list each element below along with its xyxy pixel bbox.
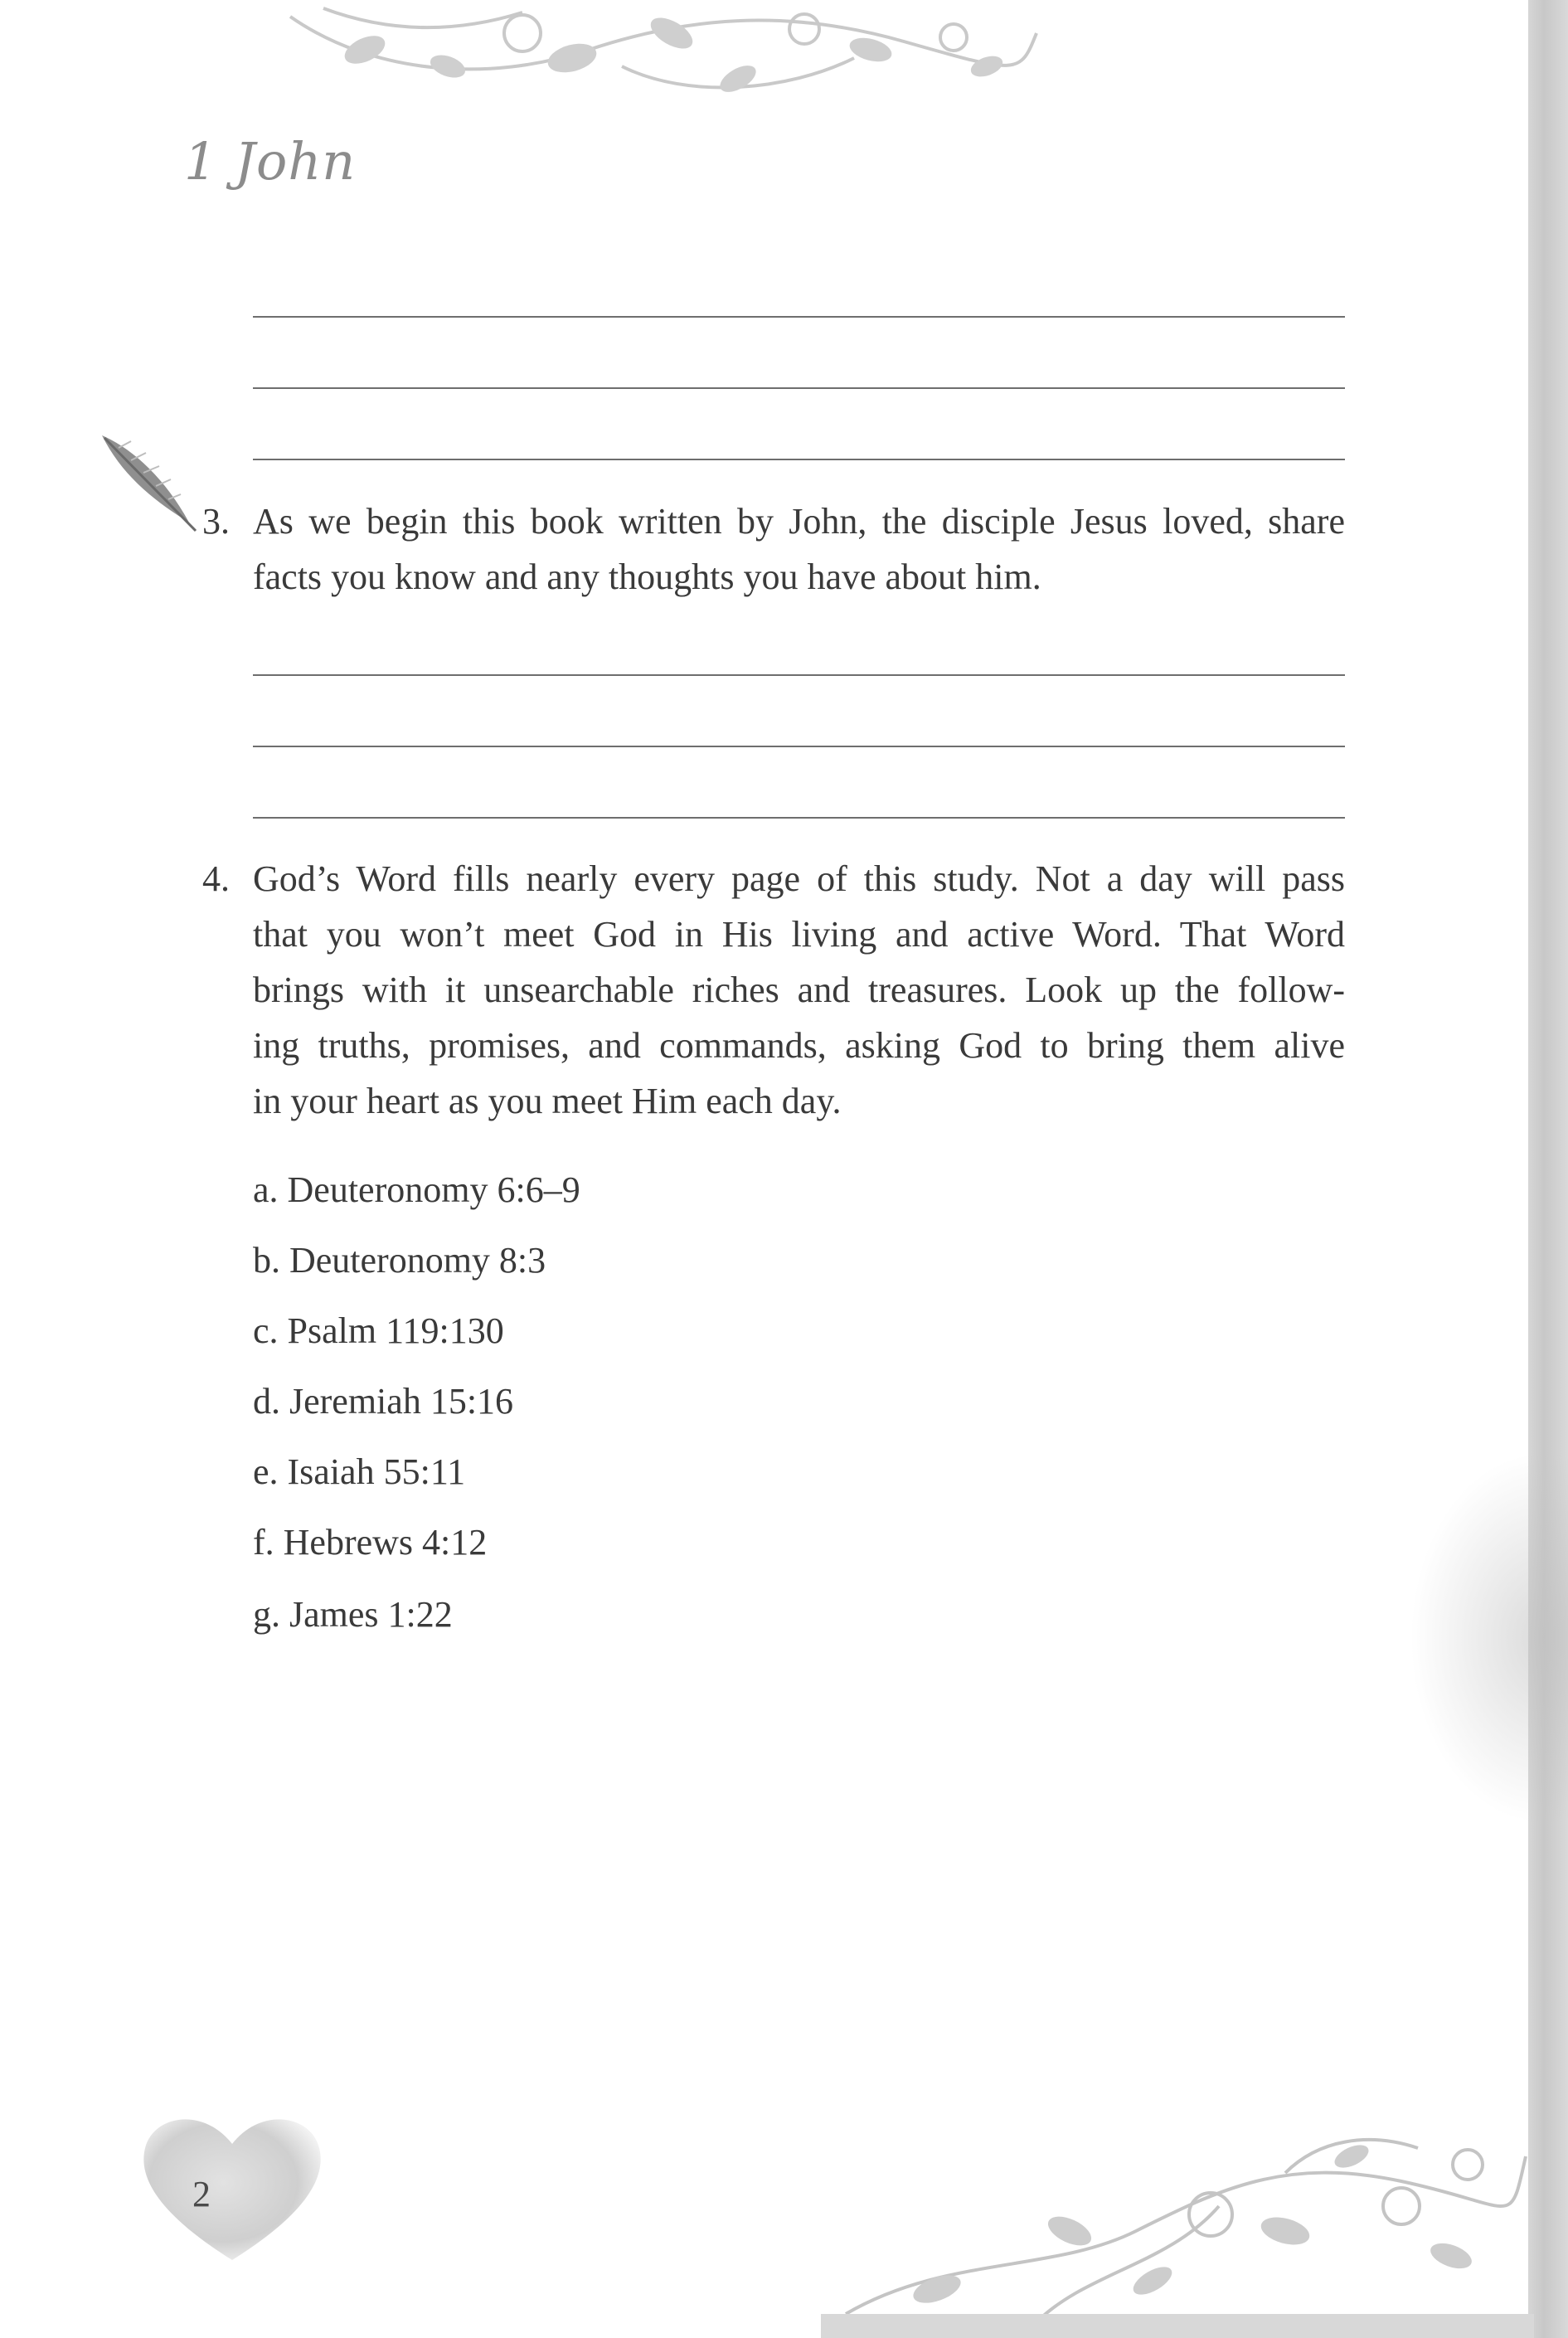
heart-icon xyxy=(133,2102,332,2268)
scripture-reference: a. Deuteronomy 6:6–9 xyxy=(253,1169,580,1210)
bottom-floral-ornament xyxy=(821,2107,1534,2338)
book-title: 1 John xyxy=(184,131,357,192)
page-number: 2 xyxy=(192,2174,211,2214)
question-line: that you won’t meet God in His living and active Word. That Word xyxy=(253,914,1345,955)
scripture-reference: b. Deuteronomy 8:3 xyxy=(253,1240,546,1281)
question-4 xyxy=(0,851,1568,1133)
question-text xyxy=(253,851,1345,1129)
watercolor-smudge xyxy=(1410,1451,1568,1825)
question-line: ing truths, promises, and commands, asking God to bring them alive xyxy=(253,1025,1345,1066)
scripture-reference: g. James 1:22 xyxy=(253,1594,453,1635)
answer-line xyxy=(253,674,1345,676)
answer-line xyxy=(253,459,1345,460)
question-number: 4. xyxy=(202,858,230,899)
question-line: As we begin this book written by John, the disciple Jesus loved, share xyxy=(253,501,1345,542)
scripture-reference: e. Isaiah 55:11 xyxy=(253,1451,466,1492)
scripture-reference: f. Hebrews 4:12 xyxy=(253,1522,488,1563)
answer-line xyxy=(253,746,1345,747)
question-line: God’s Word fills nearly every page of this study. Not a day will pass xyxy=(253,858,1345,899)
scripture-reference: c. Psalm 119:130 xyxy=(253,1310,504,1351)
scripture-reference: d. Jeremiah 15:16 xyxy=(253,1381,514,1422)
question-line: facts you know and any thoughts you have about him. xyxy=(253,557,1041,597)
question-number: 3. xyxy=(202,501,230,542)
question-text xyxy=(253,493,1345,605)
question-line: brings with it unsearchable riches and treasures. Look up the follow- xyxy=(253,970,1345,1010)
question-line: in your heart as you meet Him each day. xyxy=(253,1081,842,1121)
answer-line xyxy=(253,817,1345,819)
page-edge-band xyxy=(1528,0,1568,2338)
question-3 xyxy=(0,493,1568,610)
answer-line xyxy=(253,387,1345,389)
answer-line xyxy=(253,316,1345,318)
top-floral-ornament xyxy=(274,0,1045,116)
